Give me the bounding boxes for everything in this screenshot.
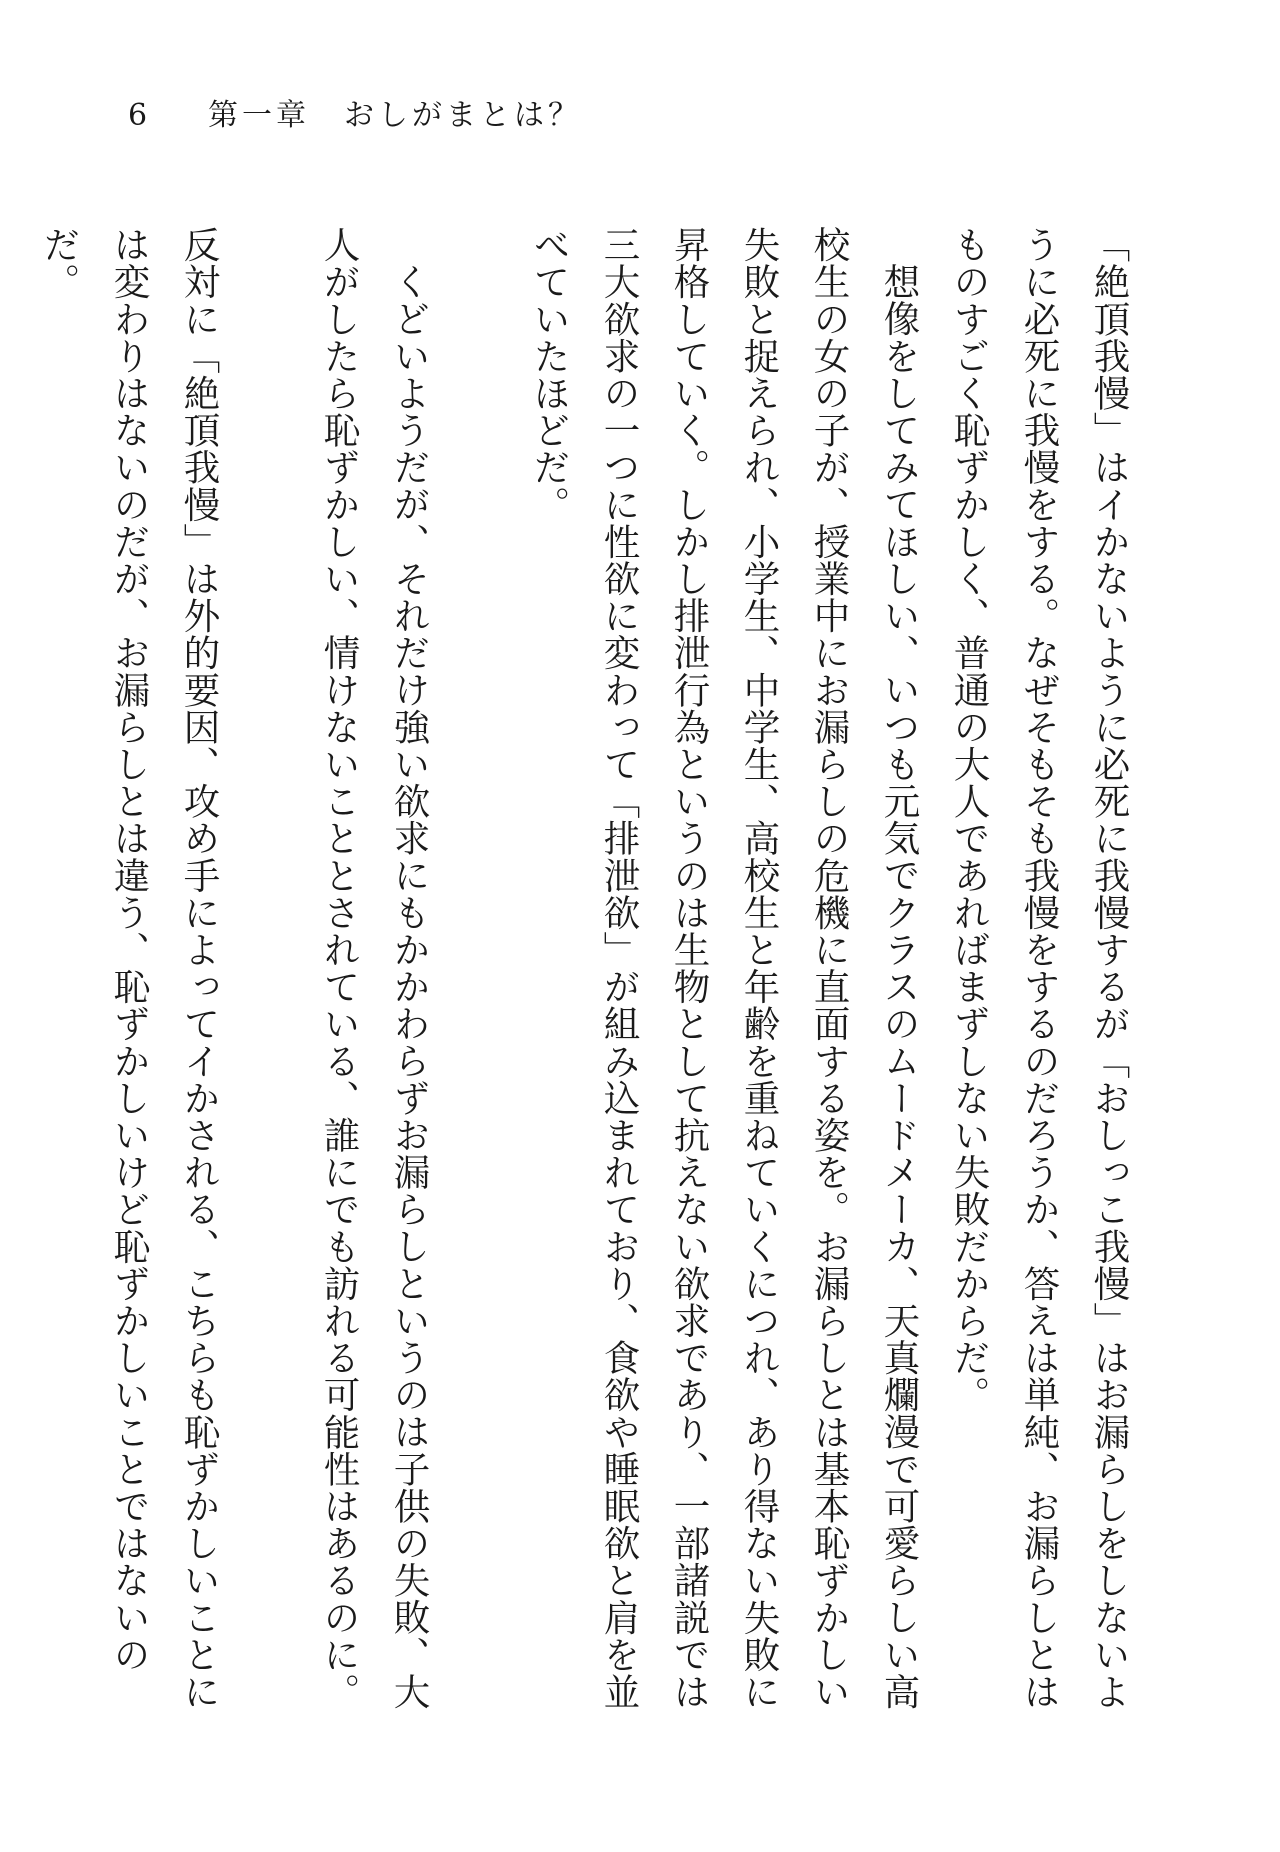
paragraph-3: くどいようだが、それだけ強い欲求にもかかわらずお漏らしというのは子供の失敗、大人がしたら恥ずかしい、情けないこととされている、誰にでも訪れる可能性はあるのに。 [318,226,431,1710]
paragraph-2: 想像をしてみてほしい、いつも元気でクラスのムードメーカ、天真爛漫で可愛らしい高校生の女の子が、授業中にお漏らしの危機に直面する姿を。お漏らしとは基本恥ずかしい失敗と捉えられ、小学生、中学生、高校生と年齢を重ねていくにつれ、あり得ない失敗に昇格していく。しかし排泄行為というのは生物として抗えない欲求であり、一部諸説では三大欲求の一つに性欲に変わって「排泄欲」が組み込まれており、食欲や睡眠欲と肩を並べていたほどだ。 [528,226,921,1710]
running-head [128,96,582,136]
paragraph-4: 反対に「絶頂我慢」は外的要因、攻め手によってイかされる、こちらも恥ずかしいことには変わりはないのだが、お漏らしとは違う、恥ずかしいけど恥ずかしいことではないのだ。 [38,226,221,1710]
chapter-title: 第一章 おしがまとは？ [208,98,582,133]
body-text [24,226,1144,1746]
paragraph-1: 「絶頂我慢」はイかないように必死に我慢するが「おしっこ我慢」はお漏らしをしないように必死に我慢をする。なぜそもそも我慢をするのだろうか、答えは単純、お漏らしとはものすごく恥ずかしく、普通の大人であればまずしない失敗だからだ。 [948,226,1131,1710]
page-number: 6 [128,98,148,133]
